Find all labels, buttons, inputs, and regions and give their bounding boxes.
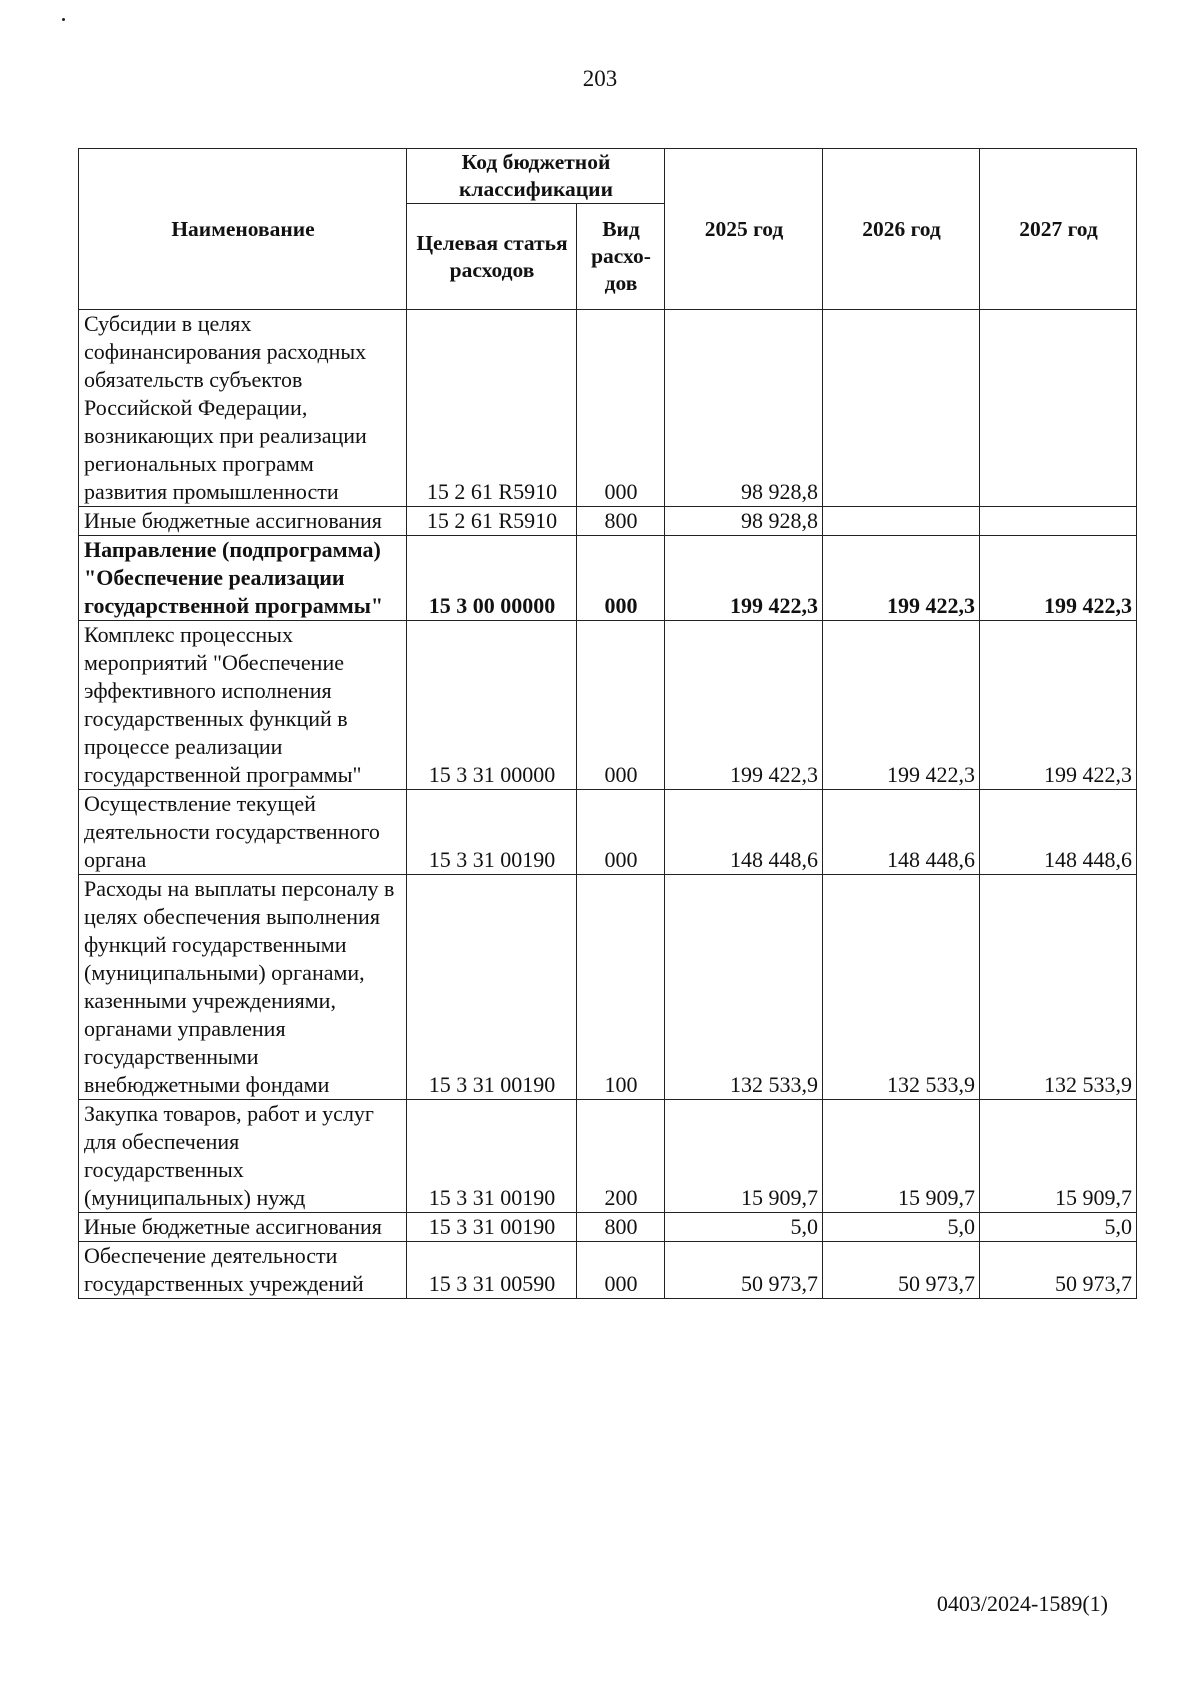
table-row <box>79 1213 1137 1242</box>
table-row <box>79 621 1137 790</box>
cell-target-article: 15 2 61 R5910 <box>407 507 577 536</box>
table-row <box>79 790 1137 875</box>
page-number: 203 <box>582 66 618 91</box>
header-2026: 2026 год <box>823 149 980 310</box>
cell-2027 <box>980 310 1137 507</box>
cell-expense-type: 100 <box>577 875 665 1100</box>
cell-expense-type: 000 <box>577 790 665 875</box>
cell-2027: 199 422,3 <box>980 621 1137 790</box>
cell-target-article: 15 3 31 00190 <box>407 1213 577 1242</box>
cell-2025: 199 422,3 <box>665 536 823 621</box>
scan-speck <box>62 18 65 21</box>
cell-2025: 50 973,7 <box>665 1242 823 1299</box>
cell-expense-type: 800 <box>577 1213 665 1242</box>
cell-2027 <box>980 507 1137 536</box>
cell-target-article: 15 3 31 00190 <box>407 1100 577 1213</box>
cell-2025: 199 422,3 <box>665 621 823 790</box>
cell-name: Расходы на выплаты персоналу в целях обеспечения выполнения функций государственными (муниципальными) органами, казенными учреждениями, органами управления государственными внебюджетными фондами <box>79 875 407 1100</box>
cell-target-article: 15 2 61 R5910 <box>407 310 577 507</box>
cell-2025: 148 448,6 <box>665 790 823 875</box>
cell-2027: 132 533,9 <box>980 875 1137 1100</box>
cell-2025: 98 928,8 <box>665 310 823 507</box>
cell-expense-type: 000 <box>577 536 665 621</box>
budget-table <box>78 148 1137 1299</box>
cell-name: Закупка товаров, работ и услуг для обеспечения государственных (муниципальных) нужд <box>79 1100 407 1213</box>
header-2027: 2027 год <box>980 149 1137 310</box>
cell-name: Субсидии в целях софинансирования расходных обязательств субъектов Российской Федерации, возникающих при реализации региональных программ развития промышленности <box>79 310 407 507</box>
table-row <box>79 536 1137 621</box>
cell-2025: 98 928,8 <box>665 507 823 536</box>
cell-name: Осуществление текущей деятельности государственного органа <box>79 790 407 875</box>
document-code: 0403/2024-1589(1) <box>936 1591 1108 1616</box>
table-row <box>79 1100 1137 1213</box>
table-row <box>79 507 1137 536</box>
cell-2026: 148 448,6 <box>823 790 980 875</box>
table-header <box>79 149 1137 310</box>
cell-2026: 132 533,9 <box>823 875 980 1100</box>
cell-2027: 5,0 <box>980 1213 1137 1242</box>
header-2025: 2025 год <box>665 149 823 310</box>
table-row <box>79 1242 1137 1299</box>
cell-2027: 199 422,3 <box>980 536 1137 621</box>
header-expense-type: Вид расхо-дов <box>577 204 665 310</box>
cell-expense-type: 000 <box>577 621 665 790</box>
cell-2027: 148 448,6 <box>980 790 1137 875</box>
cell-2027: 15 909,7 <box>980 1100 1137 1213</box>
cell-2026: 199 422,3 <box>823 621 980 790</box>
cell-target-article: 15 3 31 00590 <box>407 1242 577 1299</box>
cell-2026: 199 422,3 <box>823 536 980 621</box>
table-row <box>79 875 1137 1100</box>
cell-name: Иные бюджетные ассигнования <box>79 507 407 536</box>
header-code-group: Код бюджетной классификации <box>407 149 665 204</box>
cell-2026: 50 973,7 <box>823 1242 980 1299</box>
cell-expense-type: 800 <box>577 507 665 536</box>
cell-target-article: 15 3 31 00000 <box>407 621 577 790</box>
cell-2027: 50 973,7 <box>980 1242 1137 1299</box>
cell-2026 <box>823 310 980 507</box>
cell-2025: 5,0 <box>665 1213 823 1242</box>
cell-2026: 5,0 <box>823 1213 980 1242</box>
cell-name: Обеспечение деятельности государственных учреждений <box>79 1242 407 1299</box>
cell-2026 <box>823 507 980 536</box>
table-body <box>79 310 1137 1299</box>
cell-name: Комплекс процессных мероприятий "Обеспечение эффективного исполнения государственных функций в процессе реализации государственной программы" <box>79 621 407 790</box>
cell-name: Иные бюджетные ассигнования <box>79 1213 407 1242</box>
cell-2025: 15 909,7 <box>665 1100 823 1213</box>
cell-expense-type: 000 <box>577 1242 665 1299</box>
cell-expense-type: 000 <box>577 310 665 507</box>
header-name: Наименование <box>79 149 407 310</box>
header-target-article: Целевая статья расходов <box>407 204 577 310</box>
cell-target-article: 15 3 31 00190 <box>407 875 577 1100</box>
table-row <box>79 310 1137 507</box>
cell-target-article: 15 3 00 00000 <box>407 536 577 621</box>
cell-name: Направление (подпрограмма) "Обеспечение реализации государственной программы" <box>79 536 407 621</box>
cell-target-article: 15 3 31 00190 <box>407 790 577 875</box>
cell-2026: 15 909,7 <box>823 1100 980 1213</box>
cell-expense-type: 200 <box>577 1100 665 1213</box>
cell-2025: 132 533,9 <box>665 875 823 1100</box>
